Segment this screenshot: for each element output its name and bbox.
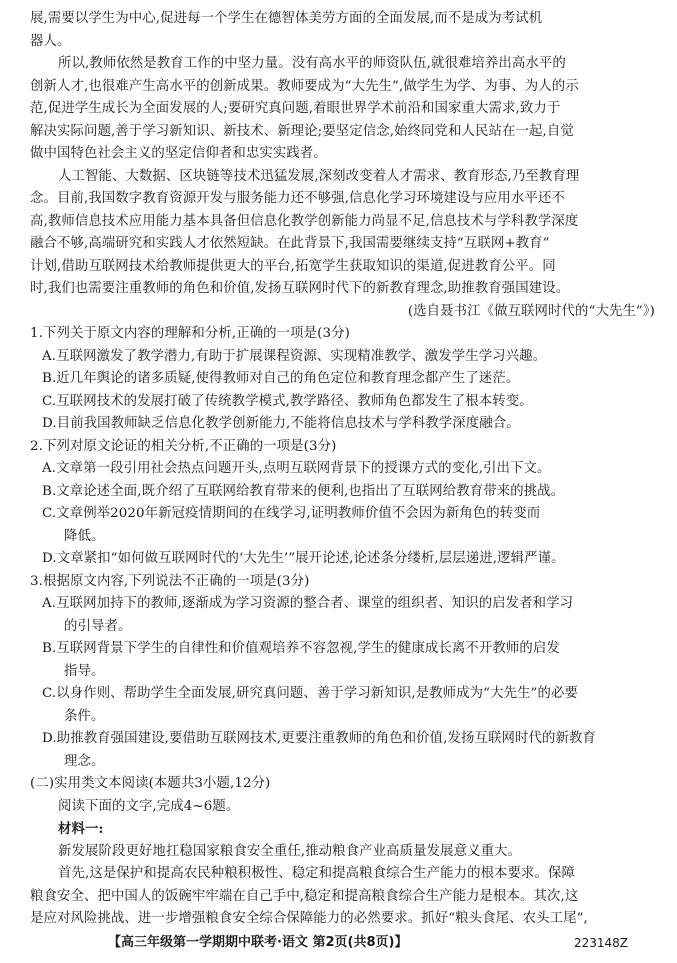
q3-option-b: B.互联网背景下学生的自律性和价值观培养不容忽视,学生的健康成长离不开教师的启发 xyxy=(42,641,560,656)
q2-option-b: B.文章论述全面,既介绍了互联网给教育带来的便利,也指出了互联网给教育带来的挑战。 xyxy=(42,484,565,499)
question-3: 3.根据原文内容,下列说法不正确的一项是(3分) xyxy=(30,574,310,589)
text-line: 首先,这是保护和提高农民种粮积极性、稳定和提高粮食综合生产能力的根本要求。保障 xyxy=(58,866,575,881)
text-line: 器人。 xyxy=(30,34,71,49)
text-line: 是应对风险挑战、进一步增强粮食安全综合保障能力的必然要求。抓好“粮头食尾、农头工尾”, xyxy=(30,911,588,926)
text-line: 计划,借助互联网技术给教师提供更大的平台,拓宽学生获取知识的渠道,促进教育公平。同 xyxy=(30,259,556,274)
q3-option-c: C.以身作则、帮助学生全面发展,研究真问题、善于学习新知识,是教师成为“大先生”的必要 xyxy=(42,686,578,701)
q2-option-d: D.文章紧扣“如何做互联网时代的‘大先生’”展开论述,论述条分缕析,层层递进,逻辑严谨。 xyxy=(42,551,565,566)
q3-option-d: D.助推教育强国建设,要借助互联网技术,更要注重教师的角色和价值,发扬互联网时代的新教育 xyxy=(42,731,596,746)
text-line: 粮食安全、把中国人的饭碗牢牢端在自己手中,稳定和提高粮食综合生产能力是根本。其次,这 xyxy=(30,889,579,904)
text-line: 做中国特色社会主义的坚定信仰者和忠实实践者。 xyxy=(30,146,327,161)
q1-option-c: C.互联网技术的发展打破了传统教学模式,教学路径、教师角色都发生了根本转变。 xyxy=(42,394,533,409)
source-citation: (选自聂书江《做互联网时代的“大先生”》) xyxy=(407,304,655,319)
section-heading: (二)实用类文本阅读(本题共3小题,12分) xyxy=(30,776,271,791)
text-line: 展,需要以学生为中心,促进每一个学生在德智体美劳方面的全面发展,而不是成为考试机 xyxy=(30,11,543,26)
text-line: 新发展阶段更好地扛稳国家粮食安全重任,推动粮食产业高质量发展意义重大。 xyxy=(58,844,522,859)
text-line: 念。目前,我国数字教育资源开发与服务能力还不够强,信息化学习环境建设与应用水平还不 xyxy=(30,191,565,206)
q2-option-c-cont: 降低。 xyxy=(64,529,105,544)
footer-exam-info: 【高三年级第一学期期中联考·语文 第2页(共8页)】 xyxy=(108,935,408,950)
page-footer xyxy=(0,932,677,954)
text-line: 所以,教师依然是教育工作的中坚力量。没有高水平的师资队伍,就很难培养出高水平的 xyxy=(58,56,566,71)
text-line: 解决实际问题,善于学习新知识、新技术、新理论;要坚定信念,始终同党和人民站在一起,自觉 xyxy=(30,124,574,139)
material-label: 材料一: xyxy=(58,821,104,837)
q3-option-a-cont: 的引导者。 xyxy=(64,619,132,634)
text-line: 融合不够,高端研究和实践人才依然短缺。在此背景下,我国需要继续支持“互联网+教育” xyxy=(30,236,550,251)
q1-option-b: B.近几年舆论的诸多质疑,使得教师对自己的角色定位和教育理念都产生了迷茫。 xyxy=(42,371,520,386)
q3-option-d-cont: 理念。 xyxy=(64,754,105,769)
q3-option-c-cont: 条件。 xyxy=(64,709,105,724)
q2-option-c: C.文章例举2020年新冠疫情期间的在线学习,证明教师价值不会因为新角色的转变而 xyxy=(42,506,541,521)
q3-option-a: A.互联网加持下的教师,逐渐成为学习资源的整合者、课堂的组织者、知识的启发者和学习 xyxy=(42,596,574,611)
text-line: 范,促进学生成长为全面发展的人;要研究真问题,着眼世界学术前沿和国家重大需求,致力于 xyxy=(30,101,561,116)
q1-option-d: D.目前我国教师缺乏信息化教学创新能力,不能将信息技术与学科教学深度融合。 xyxy=(42,416,520,431)
question-1: 1.下列关于原文内容的理解和分析,正确的一项是(3分) xyxy=(30,326,350,341)
question-2: 2.下列对原文论证的相关分析,不正确的一项是(3分) xyxy=(30,439,337,454)
q2-option-a: A.文章第一段引用社会热点问题开头,点明互联网背景下的授课方式的变化,引出下文。 xyxy=(42,461,551,476)
q3-option-b-cont: 指导。 xyxy=(64,664,105,679)
text-line: 高,教师信息技术应用能力基本具备但信息化教学创新能力尚显不足,信息技术与学科教学深度 xyxy=(30,214,579,229)
text-line: 时,我们也需要注重教师的角色和价值,发扬互联网时代下的新教育理念,助推教育强国建设。 xyxy=(30,281,570,296)
q1-option-a: A.互联网激发了教学潜力,有助于扩展课程资源、实现精准教学、激发学生学习兴趣。 xyxy=(42,349,547,364)
instruction: 阅读下面的文字,完成4~6题。 xyxy=(58,799,240,814)
text-line: 创新人才,也很难产生高水平的创新成果。教师要成为“大先生”,做学生为学、为事、为人的示 xyxy=(30,79,579,94)
footer-code: 223148Z xyxy=(574,936,629,950)
text-line: 人工智能、大数据、区块链等技术迅猛发展,深刻改变着人才需求、教育形态,乃至教育理 xyxy=(58,169,580,184)
